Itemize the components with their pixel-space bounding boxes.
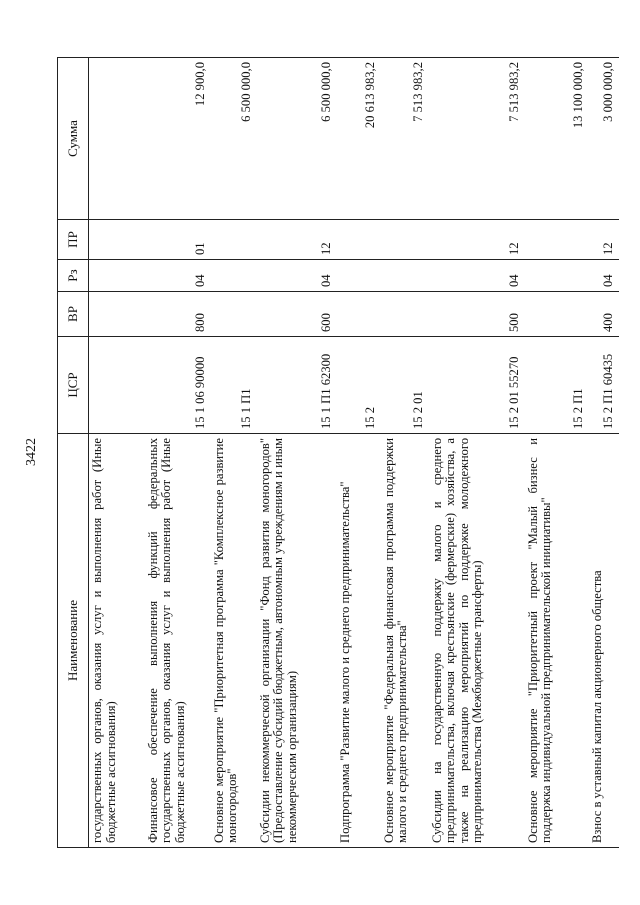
cell-csr: 15 2 — [337, 337, 381, 434]
cell-csr: 15 2 01 55270 — [429, 337, 525, 434]
cell-name: Основное мероприятие "Приоритетная программа "Комплексное развитие моногородов" — [211, 434, 257, 848]
cell-sum: 6 500 000,0 — [211, 58, 257, 220]
header-name: Наименование — [58, 434, 89, 848]
cell-sum: 7 513 983,2 — [381, 58, 429, 220]
cell-vr — [525, 292, 589, 337]
cell-pr: 01 — [145, 220, 211, 260]
cell-pr: 12 — [589, 220, 619, 260]
cell-pr — [381, 220, 429, 260]
cell-rz: 04 — [429, 260, 525, 292]
cell-vr — [211, 292, 257, 337]
table-row — [89, 58, 145, 848]
table-row — [257, 58, 337, 848]
cell-csr: 15 2 П1 — [525, 337, 589, 434]
table-row — [525, 58, 589, 848]
header-sum: Сумма — [58, 58, 89, 220]
cell-name: Субсидии на государственную поддержку малого и среднего предпринимательства, включая крестьянские (фермерские) хозяйства, а также на реализацию мероприятий по поддержке молодежного предпринимательства (Межбюджетные трансферты) — [429, 434, 525, 848]
cell-vr — [337, 292, 381, 337]
cell-pr — [337, 220, 381, 260]
cell-csr: 15 2 П1 60435 — [589, 337, 619, 434]
header-rz: Рз — [58, 260, 89, 292]
cell-name: Финансовое обеспечение выполнения функций федеральных государственных органов, оказания услуг и выполнения работ (Иные бюджетные ассигнования) — [145, 434, 211, 848]
table-row — [337, 58, 381, 848]
table-row — [429, 58, 525, 848]
cell-vr — [381, 292, 429, 337]
page-number: 3422 — [24, 438, 39, 466]
cell-name: Основное мероприятие "Приоритетный проект "Малый бизнес и поддержка индивидуальной предпринимательской инициативы" — [525, 434, 589, 848]
cell-pr — [211, 220, 257, 260]
cell-sum: 13 100 000,0 — [525, 58, 589, 220]
cell-csr: 15 2 01 — [381, 337, 429, 434]
cell-pr: 12 — [257, 220, 337, 260]
cell-csr — [89, 337, 145, 434]
cell-pr — [525, 220, 589, 260]
table-row — [381, 58, 429, 848]
cell-vr: 400 — [589, 292, 619, 337]
cell-name: Взнос в уставный капитал акционерного общества — [589, 434, 619, 848]
cell-rz: 04 — [145, 260, 211, 292]
cell-vr — [89, 292, 145, 337]
table-header-row — [58, 58, 89, 848]
table-row — [145, 58, 211, 848]
cell-rz — [525, 260, 589, 292]
cell-name: государственных органов, оказания услуг и выполнения работ (Иные бюджетные ассигнования) — [89, 434, 145, 848]
cell-vr: 600 — [257, 292, 337, 337]
cell-sum: 6 500 000,0 — [257, 58, 337, 220]
table-row — [211, 58, 257, 848]
cell-csr: 15 1 П1 62300 — [257, 337, 337, 434]
cell-rz — [337, 260, 381, 292]
header-pr: ПР — [58, 220, 89, 260]
cell-vr: 500 — [429, 292, 525, 337]
header-vr: ВР — [58, 292, 89, 337]
cell-sum: 20 613 983,2 — [337, 58, 381, 220]
cell-pr: 12 — [429, 220, 525, 260]
table-row — [589, 58, 619, 848]
header-csr: ЦСР — [58, 337, 89, 434]
rotated-page — [57, 58, 615, 848]
cell-sum — [89, 58, 145, 220]
cell-csr: 15 1 06 90000 — [145, 337, 211, 434]
cell-name: Подпрограмма "Развитие малого и среднего предпринимательства" — [337, 434, 381, 848]
cell-name: Субсидии некоммерческой организации "Фонд развития моногородов" (Предоставление субсидий бюджетным, автономным учреждениям и иным некоммерческим организациям) — [257, 434, 337, 848]
cell-csr: 15 1 П1 — [211, 337, 257, 434]
cell-sum: 3 000 000,0 — [589, 58, 619, 220]
cell-pr — [89, 220, 145, 260]
budget-table — [57, 57, 619, 848]
cell-name: Основное мероприятие "Федеральная финансовая программа поддержки малого и среднего предпринимательства" — [381, 434, 429, 848]
cell-rz — [89, 260, 145, 292]
cell-vr: 800 — [145, 292, 211, 337]
cell-rz — [211, 260, 257, 292]
cell-sum: 7 513 983,2 — [429, 58, 525, 220]
cell-sum: 12 900,0 — [145, 58, 211, 220]
cell-rz: 04 — [257, 260, 337, 292]
cell-rz — [381, 260, 429, 292]
cell-rz: 04 — [589, 260, 619, 292]
